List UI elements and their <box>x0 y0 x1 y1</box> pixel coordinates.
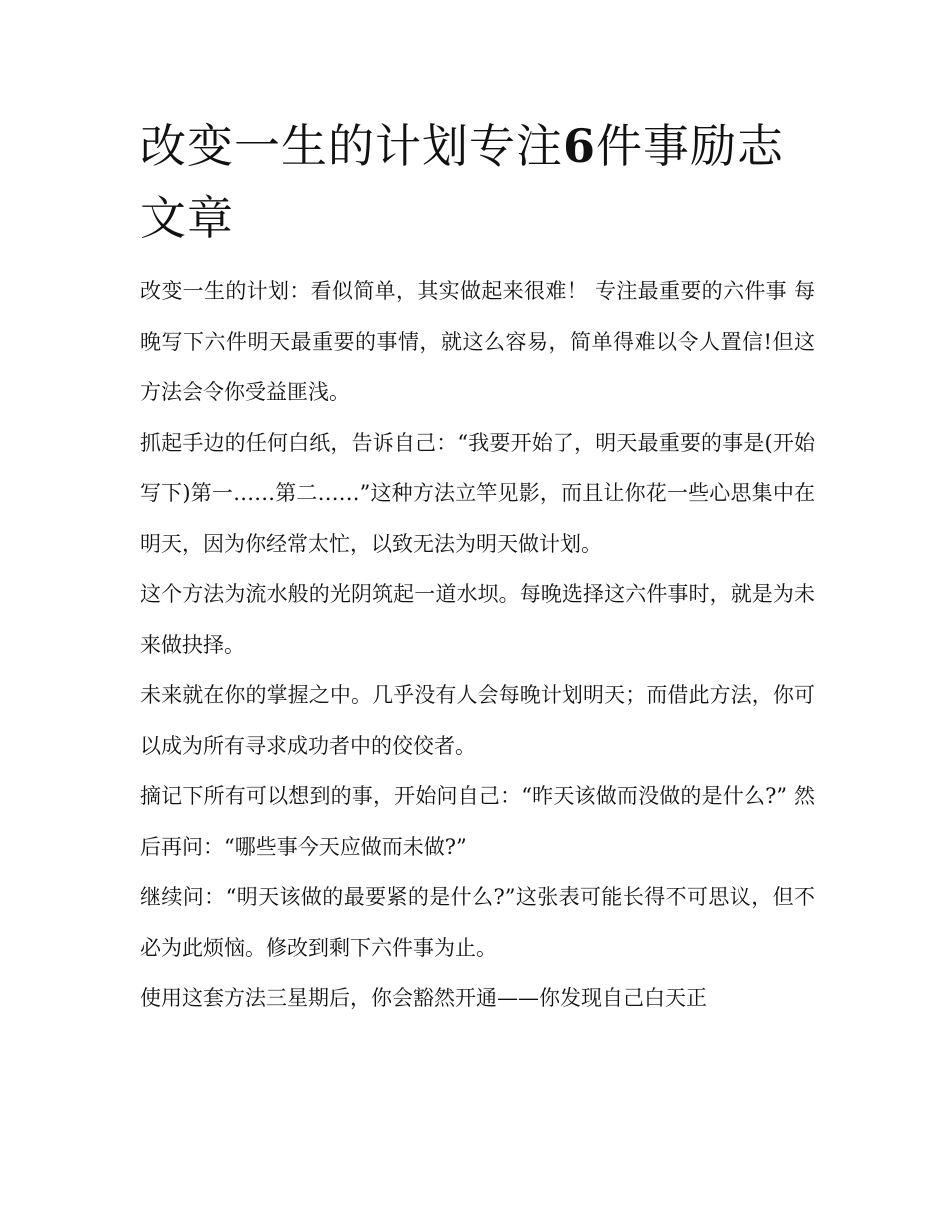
paragraph-3: 这个方法为流水般的光阴筑起一道水坝。每晚选择这六件事时，就是为未来做抉择。 <box>140 582 815 657</box>
document-title: 改变一生的计划专注6件事励志文章 <box>140 119 785 245</box>
paragraph-6: 继续问：“明天该做的最要紧的是什么?”这张表可能长得不可思议，但不必为此烦恼。修改到剩下六件事为止。 <box>140 885 815 960</box>
paragraph-2: 抓起手边的任何白纸，告诉自己：“我要开始了，明天最重要的事是(开始写下)第一……第二……”这种方法立竿见影，而且让你花一些心思集中在明天，因为你经常太忙，以致无法为明天做计划。 <box>140 430 815 556</box>
document-page <box>140 110 815 1024</box>
title-number: 6 <box>563 119 597 173</box>
paragraph-5: 摘记下所有可以想到的事，开始问自己：“昨天该做而没做的是什么?” 然后再问：“哪些事今天应做而未做?” <box>140 784 815 859</box>
paragraph-1: 改变一生的计划：看似简单，其实做起来很难！ 专注最重要的六件事 每晚写下六件明天最重要的事情，就这么容易，简单得难以令人置信!但这方法会令你受益匪浅。 <box>140 279 815 404</box>
document-body <box>140 266 815 1024</box>
paragraph-4: 未来就在你的掌握之中。几乎没有人会每晚计划明天；而借此方法，你可以成为所有寻求成功者中的佼佼者。 <box>140 683 815 758</box>
paragraph-7: 使用这套方法三星期后，你会豁然开通——你发现自己白天正 <box>140 986 707 1010</box>
